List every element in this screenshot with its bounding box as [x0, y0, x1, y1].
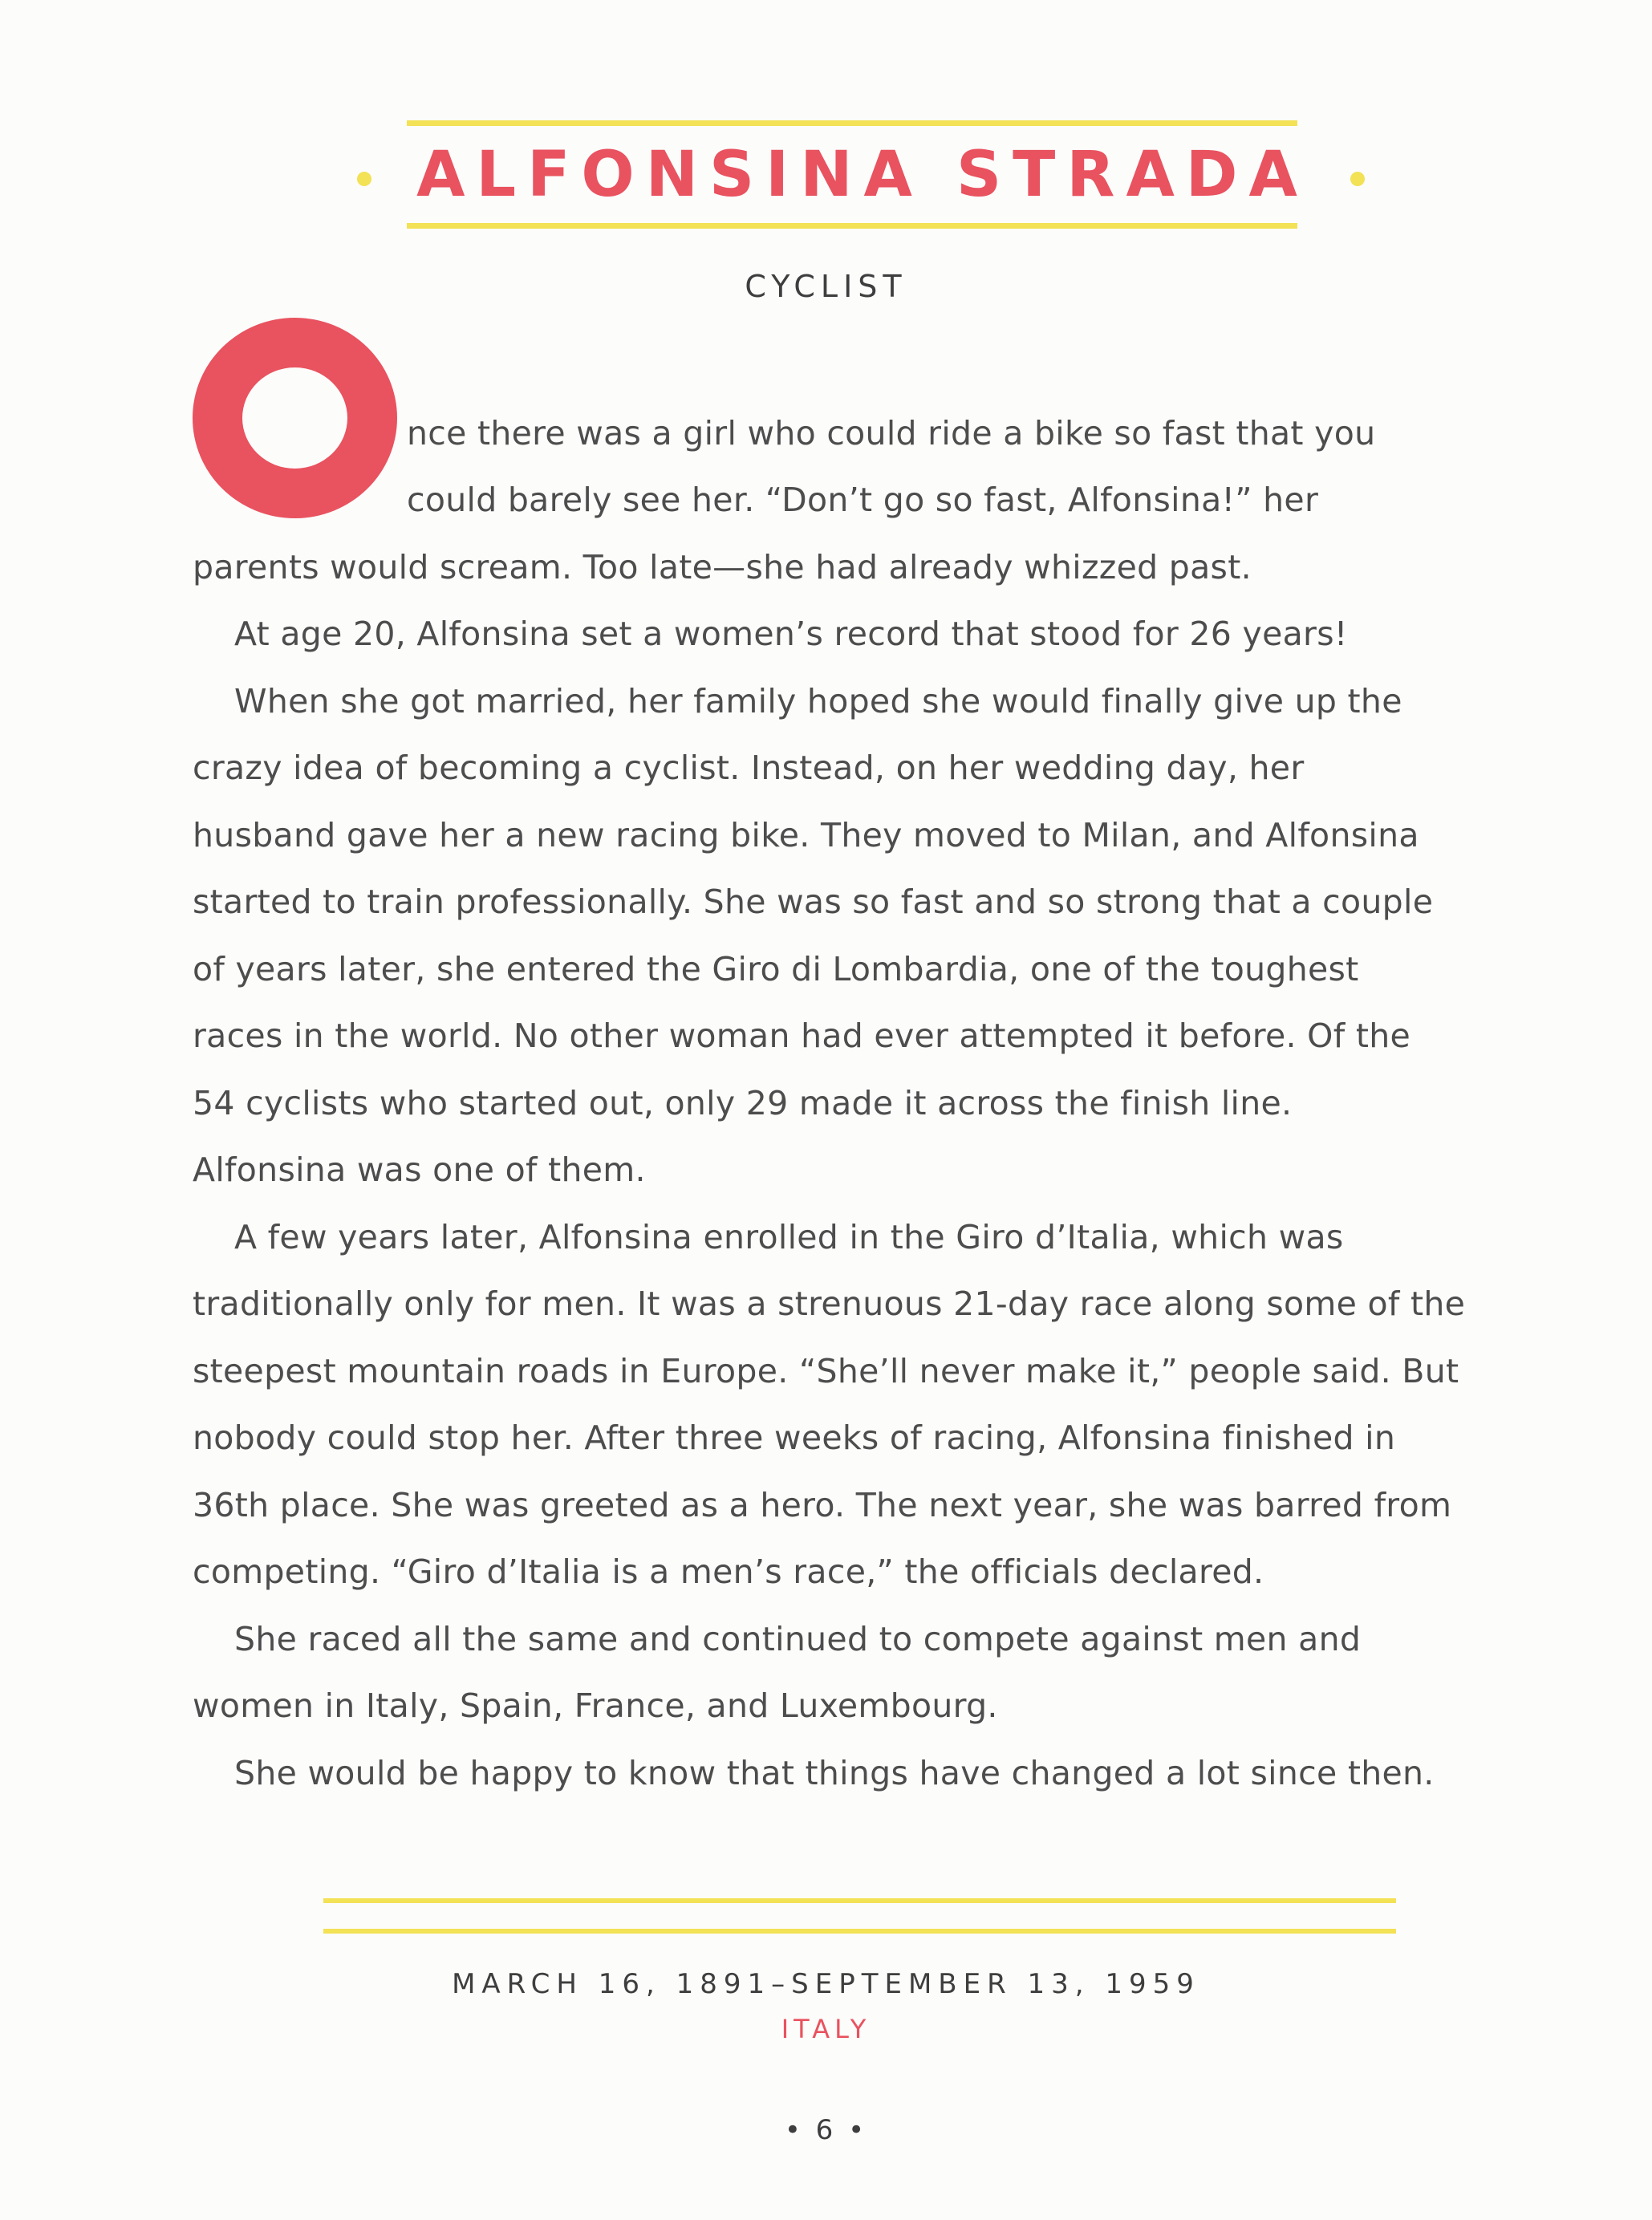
- subtitle-role: CYCLIST: [745, 269, 907, 304]
- body-line: could barely see her. “Don’t go so fast, Alfonsina!” her: [407, 481, 1319, 519]
- body-line: traditionally only for men. It was a strenuous 21-day race along some of the: [193, 1285, 1466, 1323]
- title-bottom-rule: [407, 223, 1297, 229]
- body-line: husband gave her a new racing bike. They moved to Milan, and Alfonsina: [193, 816, 1419, 854]
- body-line: She raced all the same and continued to compete against men and: [234, 1620, 1362, 1658]
- body-line: At age 20, Alfonsina set a women’s record that stood for 26 years!: [234, 615, 1348, 653]
- page-number: • 6 •: [784, 2114, 868, 2146]
- body-line: started to train professionally. She was so fast and so strong that a couple: [193, 883, 1434, 921]
- body-line: nce there was a girl who could ride a bike so fast that you: [407, 414, 1376, 453]
- life-dates: MARCH 16, 1891–SEPTEMBER 13, 1959: [452, 1968, 1200, 2000]
- body-line: Alfonsina was one of them.: [193, 1151, 646, 1189]
- body-line: parents would scream. Too late—she had already whizzed past.: [193, 548, 1252, 586]
- body-line: When she got married, her family hoped she would finally give up the: [234, 682, 1402, 720]
- body-line: races in the world. No other woman had ever attempted it before. Of the: [193, 1017, 1410, 1055]
- body-line: nobody could stop her. After three weeks of racing, Alfonsina finished in: [193, 1418, 1396, 1457]
- footer-rule-bottom: [323, 1929, 1396, 1934]
- body-line: of years later, she entered the Giro di Lombardia, one of the toughest: [193, 950, 1359, 988]
- page-title: ALFONSINA STRADA: [416, 139, 1309, 211]
- body-line: 54 cyclists who started out, only 29 made it across the finish line.: [193, 1084, 1293, 1122]
- country-label: ITALY: [781, 2014, 871, 2044]
- body-line: steepest mountain roads in Europe. “She’ll never make it,” people said. But: [193, 1352, 1459, 1390]
- body-line: competing. “Giro d’Italia is a men’s race,” the officials declared.: [193, 1552, 1264, 1591]
- body-line: women in Italy, Spain, France, and Luxembourg.: [193, 1686, 998, 1725]
- body-line: A few years later, Alfonsina enrolled in the Giro d’Italia, which was: [234, 1218, 1344, 1256]
- footer-rule-top: [323, 1898, 1396, 1903]
- drop-cap-letter: [193, 318, 397, 518]
- body-line: 36th place. She was greeted as a hero. The next year, she was barred from: [193, 1486, 1452, 1524]
- body-line: She would be happy to know that things have changed a lot since then.: [234, 1754, 1435, 1792]
- body-line: crazy idea of becoming a cyclist. Instead, on her wedding day, her: [193, 749, 1305, 787]
- title-right-dot: [1350, 172, 1365, 186]
- title-top-rule: [407, 120, 1297, 126]
